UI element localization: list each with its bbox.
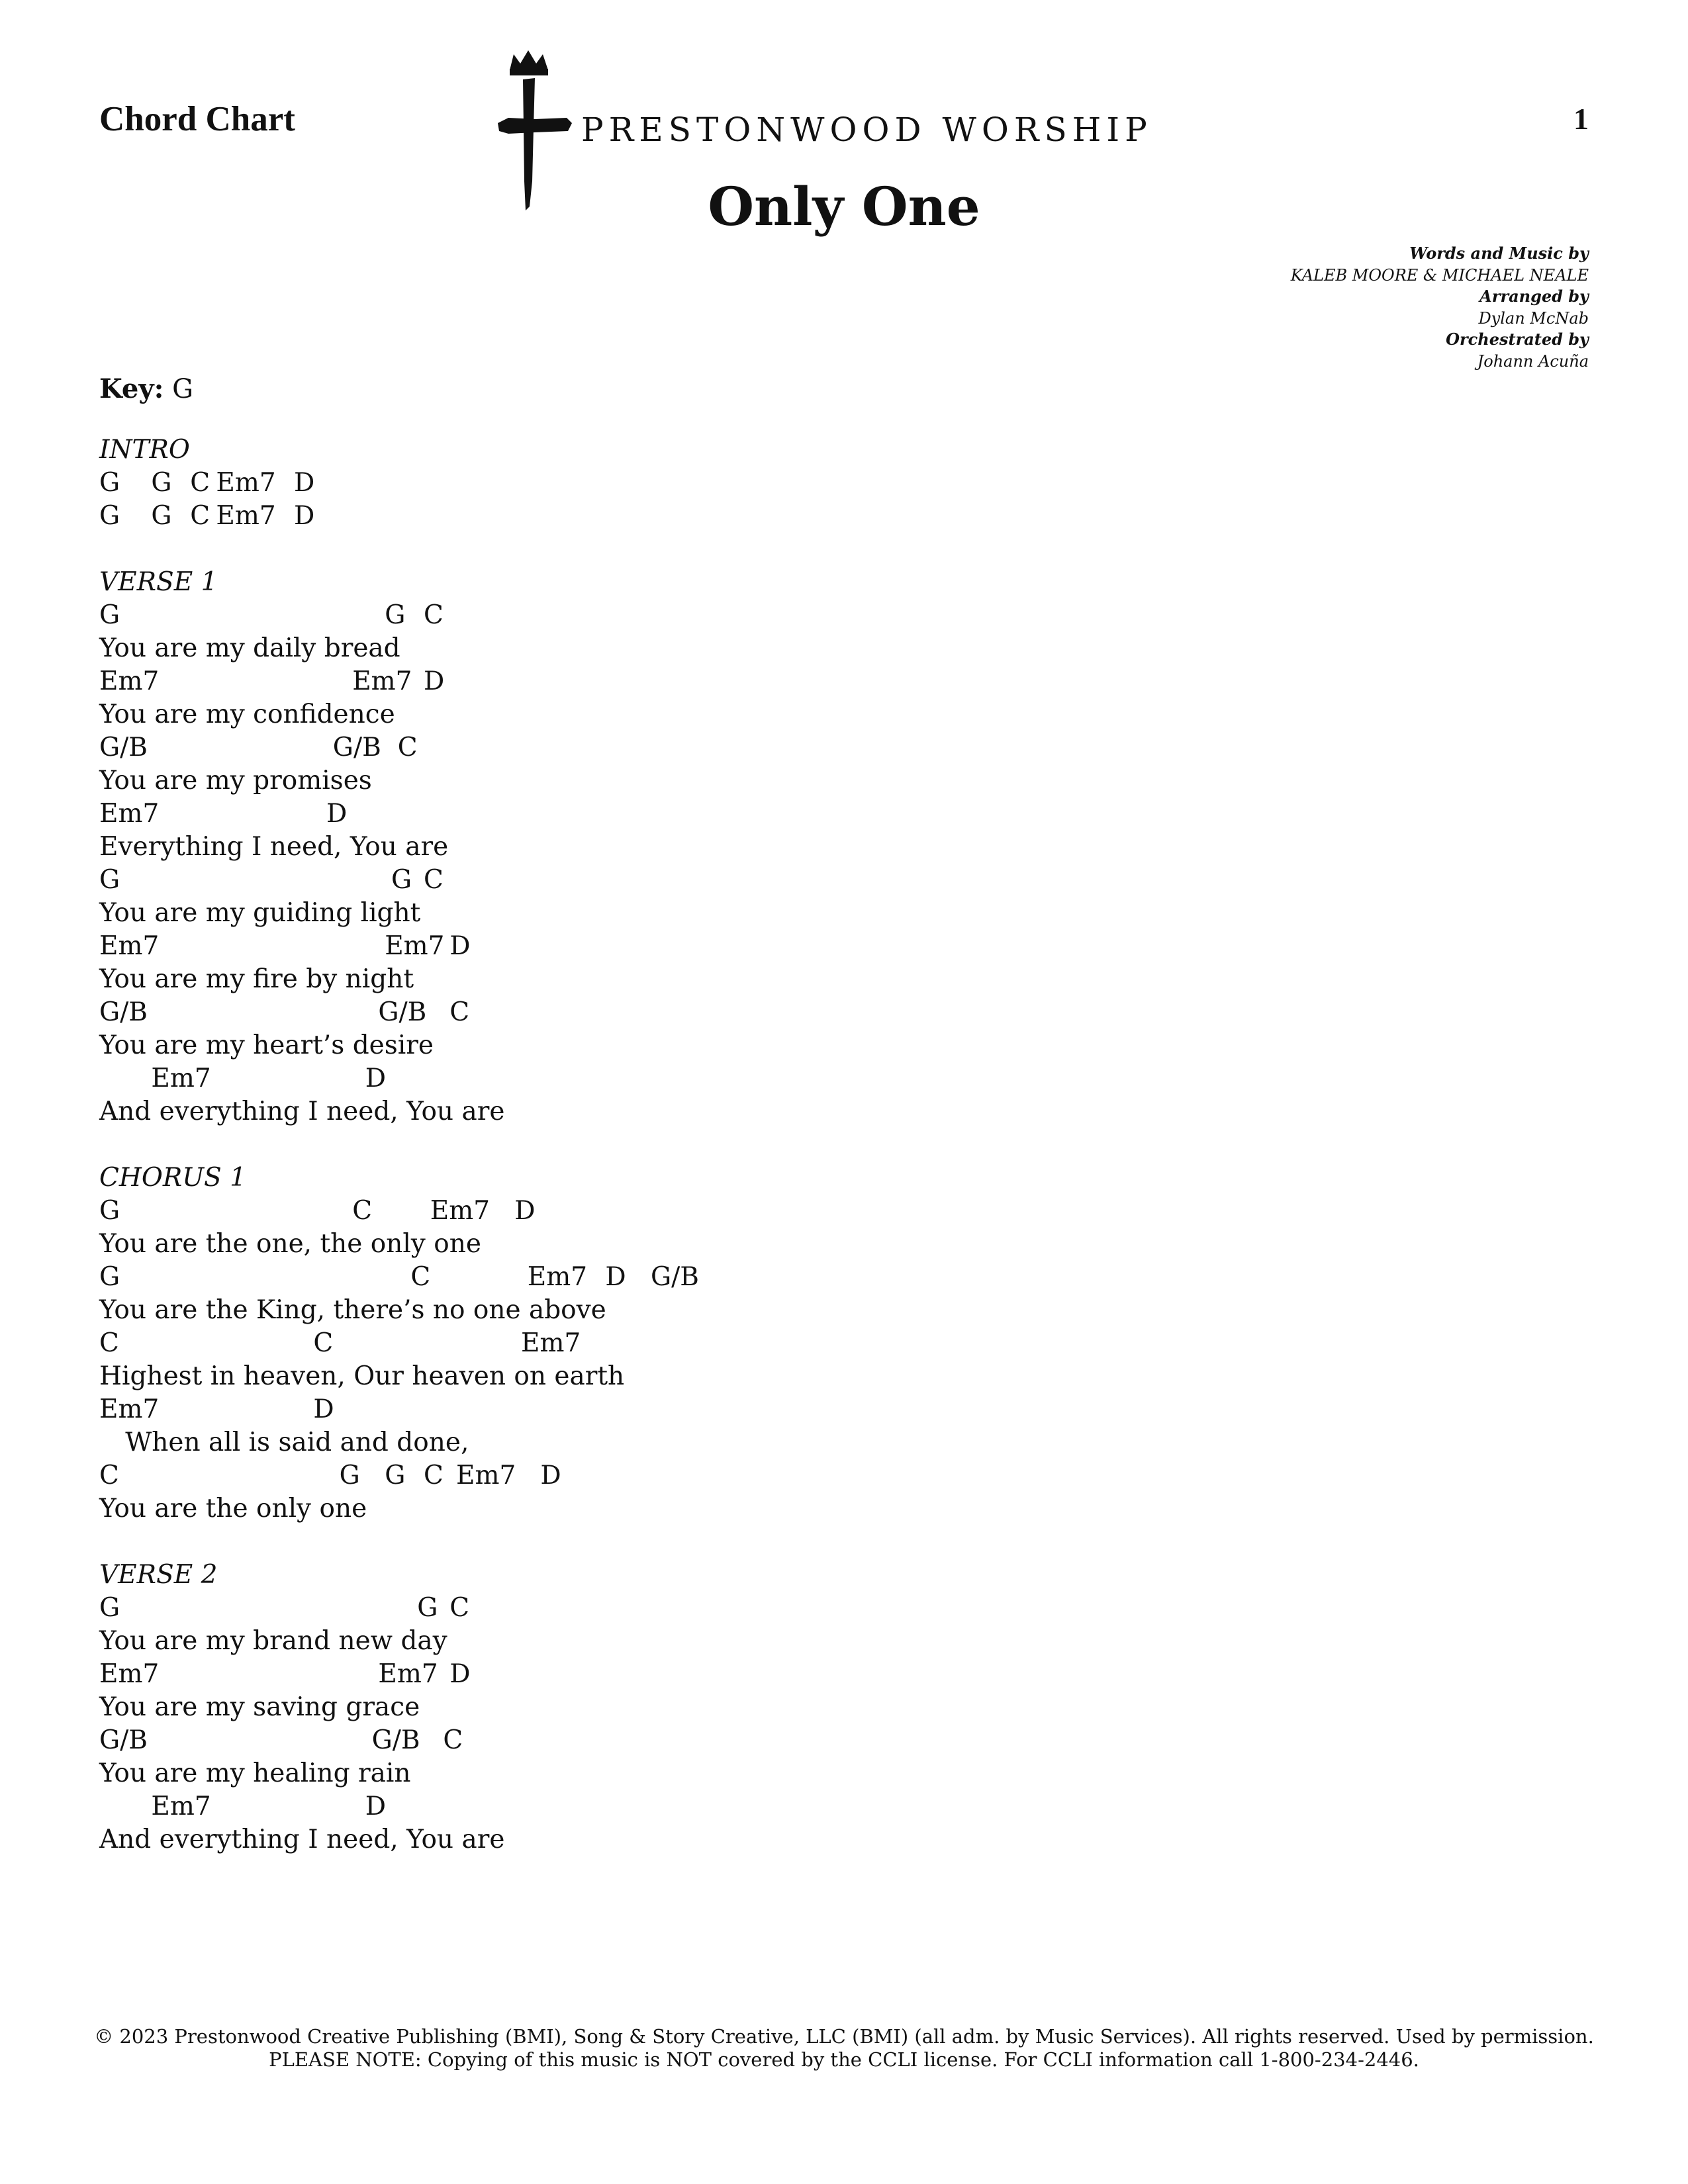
chord: C [449, 1593, 470, 1623]
chord: G [391, 865, 412, 895]
lyric-text: Everything I need, You are [99, 832, 449, 862]
chord: D [294, 468, 315, 498]
section-label: VERSE 2 [99, 1560, 218, 1590]
lyric-line [99, 1691, 1423, 1724]
chord: Em7 [99, 799, 160, 829]
section-gap [99, 533, 1423, 566]
chord: G/B [378, 997, 427, 1027]
lyric-line [99, 963, 1423, 996]
chord-line [99, 1790, 1423, 1823]
lyric-line [99, 1360, 1423, 1393]
writers: KALEB MOORE & MICHAEL NEALE [1290, 265, 1589, 285]
arranger: Dylan McNab [1478, 308, 1589, 328]
chord: Em7 [99, 1394, 160, 1424]
lyric-line [99, 1757, 1423, 1790]
chord: D [424, 666, 445, 696]
chord: G [99, 865, 120, 895]
lyric-text: When all is said and done, [125, 1428, 469, 1457]
chord-line [99, 599, 1423, 632]
chord: Em7 [99, 666, 160, 696]
chord: C [424, 600, 444, 630]
section-label: VERSE 1 [99, 567, 218, 597]
lyric-line [99, 698, 1423, 731]
lyric-line [99, 632, 1423, 665]
key-value: G [172, 374, 194, 404]
chord: G [99, 1196, 120, 1226]
chord: Em7 [430, 1196, 491, 1226]
chord-line [99, 1327, 1423, 1360]
chord: G [385, 600, 406, 630]
chord: D [365, 1792, 387, 1821]
chord: C [410, 1262, 431, 1292]
chord: G [385, 1461, 406, 1490]
chord-chart [99, 433, 1423, 1856]
chord: Em7 [216, 501, 276, 531]
lyric-line [99, 1294, 1423, 1327]
chord: Em7 [216, 468, 276, 498]
lyric-text: You are my heart’s desire [99, 1030, 434, 1060]
lyric-text: You are the one, the only one [99, 1229, 481, 1259]
chord: C [190, 501, 211, 531]
chord: C [424, 1461, 444, 1490]
chord-line [99, 1393, 1423, 1426]
chord: G [417, 1593, 438, 1623]
chord-line [99, 467, 1423, 500]
lyric-line [99, 1625, 1423, 1658]
chord: D [605, 1262, 626, 1292]
lyric-text: You are my saving grace [99, 1692, 420, 1722]
chord-line [99, 864, 1423, 897]
section-label: CHORUS 1 [99, 1163, 246, 1193]
chord: Em7 [521, 1328, 581, 1358]
chord: C [190, 468, 211, 498]
chord-line [99, 1062, 1423, 1095]
chord: Em7 [99, 931, 160, 961]
chord: C [99, 1461, 119, 1490]
chord-line [99, 731, 1423, 764]
words-music-label: Words and Music by [1409, 244, 1589, 263]
chord: Em7 [352, 666, 412, 696]
lyric-text: You are my fire by night [99, 964, 414, 994]
chord-line [99, 1261, 1423, 1294]
orchestrated-label: Orchestrated by [1446, 330, 1589, 349]
chord: Em7 [527, 1262, 588, 1292]
chord: G/B [371, 1725, 420, 1755]
chord-line [99, 1195, 1423, 1228]
chord: G [99, 468, 120, 498]
footer [0, 2025, 1688, 2071]
copyright-notice: © 2023 Prestonwood Creative Publishing (BMI), Song & Story Creative, LLC (BMI) (all adm. by Music Services). All rights reserved. Used by permission. [94, 2025, 1594, 2048]
orchestrator: Johann Acuña [1477, 351, 1589, 371]
chord-line [99, 996, 1423, 1029]
chord: D [365, 1064, 387, 1093]
lyric-line [99, 764, 1423, 797]
chord: D [449, 931, 471, 961]
chord: G [99, 600, 120, 630]
chord: G/B [99, 1725, 148, 1755]
chord: Em7 [385, 931, 445, 961]
chord: Em7 [151, 1064, 211, 1093]
chord: Em7 [99, 1659, 160, 1689]
chord: D [514, 1196, 536, 1226]
key-line [99, 367, 193, 411]
chord: G [339, 1461, 360, 1490]
chord: C [352, 1196, 373, 1226]
credits [1291, 243, 1589, 372]
chord: D [326, 799, 348, 829]
lyric-text: You are the only one [99, 1494, 367, 1524]
lyric-line [99, 1492, 1423, 1525]
chord: G/B [99, 733, 148, 762]
chord-line [99, 797, 1423, 831]
chord: G [99, 1593, 120, 1623]
chord: G/B [99, 997, 148, 1027]
lyric-text: You are my promises [99, 766, 372, 796]
lyric-line [99, 1095, 1423, 1128]
chord: Em7 [456, 1461, 516, 1490]
section-gap [99, 1128, 1423, 1161]
chord: C [313, 1328, 334, 1358]
chord: C [397, 733, 418, 762]
chord: D [449, 1659, 471, 1689]
chord-line [99, 500, 1423, 533]
lyric-line [99, 1228, 1423, 1261]
lyric-line [99, 1029, 1423, 1062]
chord-line [99, 1592, 1423, 1625]
lyric-text: You are my daily bread [99, 633, 400, 663]
doc-label: Chord Chart [99, 100, 295, 138]
chord: D [540, 1461, 561, 1490]
chord: C [449, 997, 470, 1027]
lyric-text: You are the King, there’s no one above [99, 1295, 606, 1325]
lyric-text: You are my healing rain [99, 1758, 411, 1788]
chord-line [99, 930, 1423, 963]
chord: C [99, 1328, 119, 1358]
lyric-text: And everything I need, You are [99, 1825, 505, 1854]
lyric-text: You are my brand new day [99, 1626, 447, 1656]
chord: G [151, 468, 172, 498]
arranged-label: Arranged by [1479, 287, 1589, 306]
chord: G [151, 501, 172, 531]
lyric-text: You are my guiding light [99, 898, 421, 928]
chord: C [443, 1725, 463, 1755]
chord: C [424, 865, 444, 895]
chord: Em7 [151, 1792, 211, 1821]
page-number: 1 [1573, 102, 1589, 136]
lyric-line [99, 1823, 1423, 1856]
lyric-line [99, 897, 1423, 930]
chord-line [99, 1459, 1423, 1492]
lyric-line [99, 1426, 1423, 1459]
chord: D [313, 1394, 334, 1424]
brand-name: PRESTONWOOD WORSHIP [581, 111, 1152, 149]
lyric-line [99, 831, 1423, 864]
ccli-note: PLEASE NOTE: Copying of this music is NOT covered by the CCLI license. For CCLI information call 1-800-234-2446. [269, 2048, 1419, 2071]
chord: D [294, 501, 315, 531]
lyric-text: Highest in heaven, Our heaven on earth [99, 1361, 625, 1391]
section-gap [99, 1525, 1423, 1559]
chord-line [99, 1658, 1423, 1691]
chord: G [99, 501, 120, 531]
song-title: Only One [708, 175, 980, 238]
lyric-text: And everything I need, You are [99, 1097, 505, 1126]
chord-line [99, 1724, 1423, 1757]
chord: G/B [651, 1262, 699, 1292]
chord-line [99, 665, 1423, 698]
chord: G [99, 1262, 120, 1292]
chord: Em7 [378, 1659, 438, 1689]
section-label: INTRO [99, 435, 190, 465]
key-label: Key: [99, 373, 164, 404]
chord: G/B [332, 733, 381, 762]
lyric-text: You are my confidence [99, 700, 395, 729]
